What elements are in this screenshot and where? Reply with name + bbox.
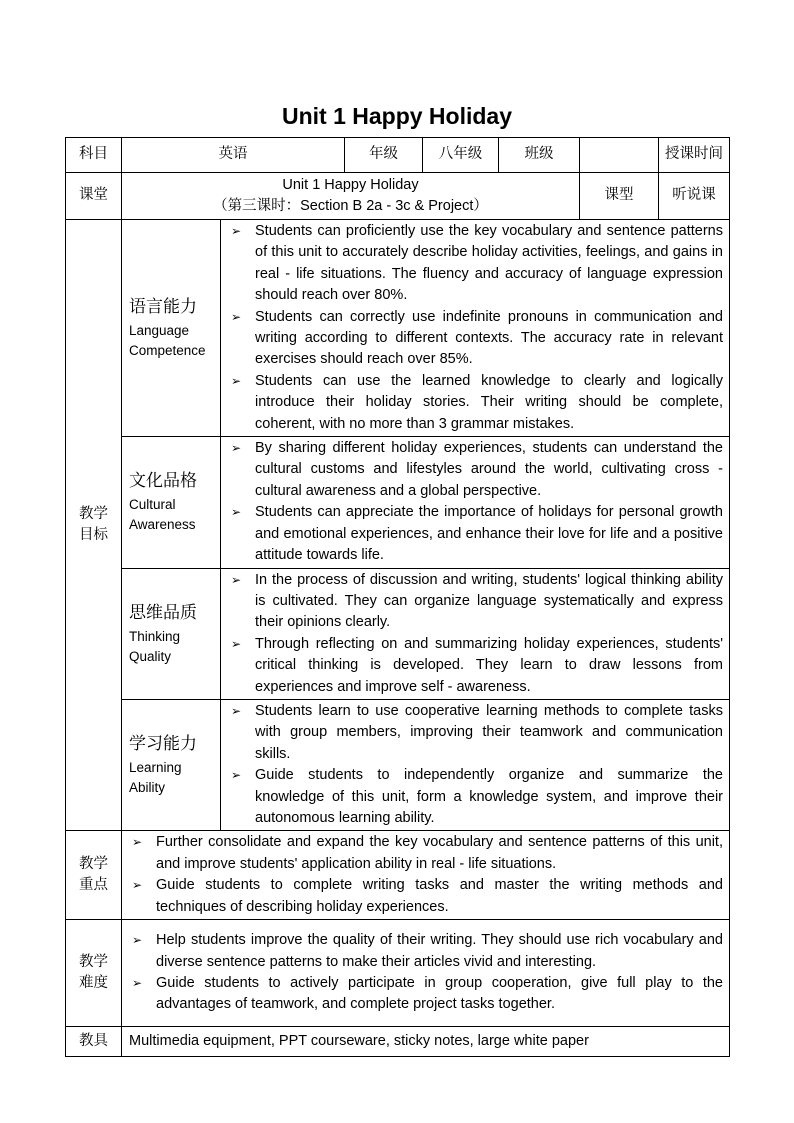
category-cn: 文化品格 — [129, 471, 197, 491]
list-item: ➢ Students can proficiently use the key vocabulary and sentence patterns of this unit to accurately describe holiday activities, feelings, and gains in real - life situations. The fluency and accuracy of language expression should reach over 80%. — [231, 223, 723, 304]
arrow-bullet-icon: ➢ — [132, 878, 143, 893]
arrow-bullet-icon: ➢ — [231, 309, 242, 324]
list-item: ➢ Students learn to use cooperative learning methods to complete tasks with group members, improving their teamwork and communication skills. — [231, 702, 723, 762]
arrow-bullet-icon: ➢ — [231, 636, 242, 651]
lesson-type-value: 听说课 — [659, 173, 730, 220]
category-en: Cultural Awareness — [129, 497, 196, 533]
list-item: ➢ Help students improve the quality of their writing. They should use rich vocabulary and diverse sentence patterns to make their articles vivid and interesting. — [132, 932, 723, 970]
arrow-bullet-icon: ➢ — [132, 933, 143, 948]
objective-row — [66, 220, 730, 437]
tools-value: Multimedia equipment, PPT courseware, sticky notes, large white paper — [122, 1027, 730, 1057]
arrow-bullet-icon: ➢ — [132, 835, 143, 850]
objective-items — [221, 699, 730, 830]
class-value — [580, 138, 659, 173]
grade-label: 年级 — [345, 138, 423, 173]
category-cell — [122, 437, 221, 568]
grade-value: 八年级 — [423, 138, 499, 173]
key-points-label-text: 教学 重点 — [79, 855, 108, 894]
header-row — [66, 138, 730, 173]
list-item: ➢ Through reflecting on and summarizing holiday experiences, students' critical thinking is developed. They learn to draw lessons from experiences and improve self - awareness. — [231, 635, 723, 695]
arrow-bullet-icon: ➢ — [231, 768, 242, 783]
list-item: ➢ Guide students to complete writing tasks and master the writing methods and techniques of describing holiday experiences. — [132, 877, 723, 915]
category-cn: 语言能力 — [129, 297, 197, 317]
key-points-items — [122, 831, 730, 920]
list-item: ➢ In the process of discussion and writing, students' logical thinking ability is cultivated. They can organize language systematically and express their opinions clearly. — [231, 571, 723, 631]
lesson-subtitle: （第三课时：Section B 2a - 3c & Project） — [213, 198, 488, 214]
list-item: ➢ Guide students to actively participate in group cooperation, give full play to the advantages of teamwork, and complete project tasks together. — [132, 975, 723, 1013]
lesson-plan-table — [65, 137, 730, 1057]
list-item: ➢ By sharing different holiday experiences, students can understand the cultural customs and lifestyles around the world, cultivating cross - cultural awareness and a global perspective. — [231, 440, 723, 499]
arrow-bullet-icon: ➢ — [231, 505, 242, 520]
lesson-type-label: 课型 — [580, 173, 659, 220]
objective-items — [221, 220, 730, 437]
category-en: Language Competence — [129, 323, 206, 359]
objective-row — [66, 568, 730, 699]
list-item: ➢ Students can use the learned knowledge to clearly and logically introduce their holiday stories. Their writing should be complete, coherent, with no more than 3 grammar mistakes. — [231, 372, 723, 432]
category-cn: 思维品质 — [129, 602, 197, 622]
objective-items — [221, 568, 730, 699]
objective-row — [66, 437, 730, 568]
objective-row — [66, 699, 730, 830]
difficulties-row — [66, 920, 730, 1027]
objective-items — [221, 437, 730, 568]
difficulties-label — [66, 920, 122, 1027]
category-en: Learning Ability — [129, 760, 182, 796]
lesson-label: 课堂 — [66, 173, 122, 220]
class-label: 班级 — [499, 138, 580, 173]
category-cell — [122, 220, 221, 437]
list-item: ➢ Students can appreciate the importance of holidays for personal growth and emotional experiences, and enhance their love for life and a positive attitude towards life. — [231, 504, 723, 564]
arrow-bullet-icon: ➢ — [231, 441, 242, 456]
tools-row — [66, 1027, 730, 1057]
key-points-row — [66, 831, 730, 920]
arrow-bullet-icon: ➢ — [231, 373, 242, 388]
objectives-label-text: 教学 目标 — [79, 505, 108, 544]
time-label: 授课时间 — [659, 138, 730, 173]
difficulties-items — [122, 920, 730, 1027]
category-cn: 学习能力 — [129, 734, 197, 754]
subject-label: 科目 — [66, 138, 122, 173]
key-points-label — [66, 831, 122, 920]
arrow-bullet-icon: ➢ — [231, 224, 242, 238]
lesson-title: Unit 1 Happy Holiday — [282, 176, 419, 193]
page-title: Unit 1 Happy Holiday — [281, 103, 513, 129]
arrow-bullet-icon: ➢ — [132, 976, 143, 990]
list-item: ➢ Guide students to independently organize and summarize the knowledge of this unit, form a knowledge system, and improve their autonomous learning ability. — [231, 767, 723, 826]
category-en: Thinking Quality — [129, 628, 181, 664]
tools-label: 教具 — [66, 1027, 122, 1057]
difficulties-label-text: 教学 难度 — [79, 953, 108, 991]
category-cell — [122, 568, 221, 699]
arrow-bullet-icon: ➢ — [231, 703, 242, 718]
objectives-label — [66, 220, 122, 831]
category-cell — [122, 699, 221, 830]
lesson-title-cell — [122, 173, 580, 220]
list-item: ➢ Further consolidate and expand the key vocabulary and sentence patterns of this unit, and improve students' application ability in real - life situations. — [132, 834, 723, 872]
arrow-bullet-icon: ➢ — [231, 572, 242, 587]
list-item: ➢ Students can correctly use indefinite pronouns in communication and writing according to different contexts. The accuracy rate in relevant exercises should reach over 85%. — [231, 308, 723, 368]
lesson-row — [66, 173, 730, 220]
subject-value: 英语 — [122, 138, 345, 173]
